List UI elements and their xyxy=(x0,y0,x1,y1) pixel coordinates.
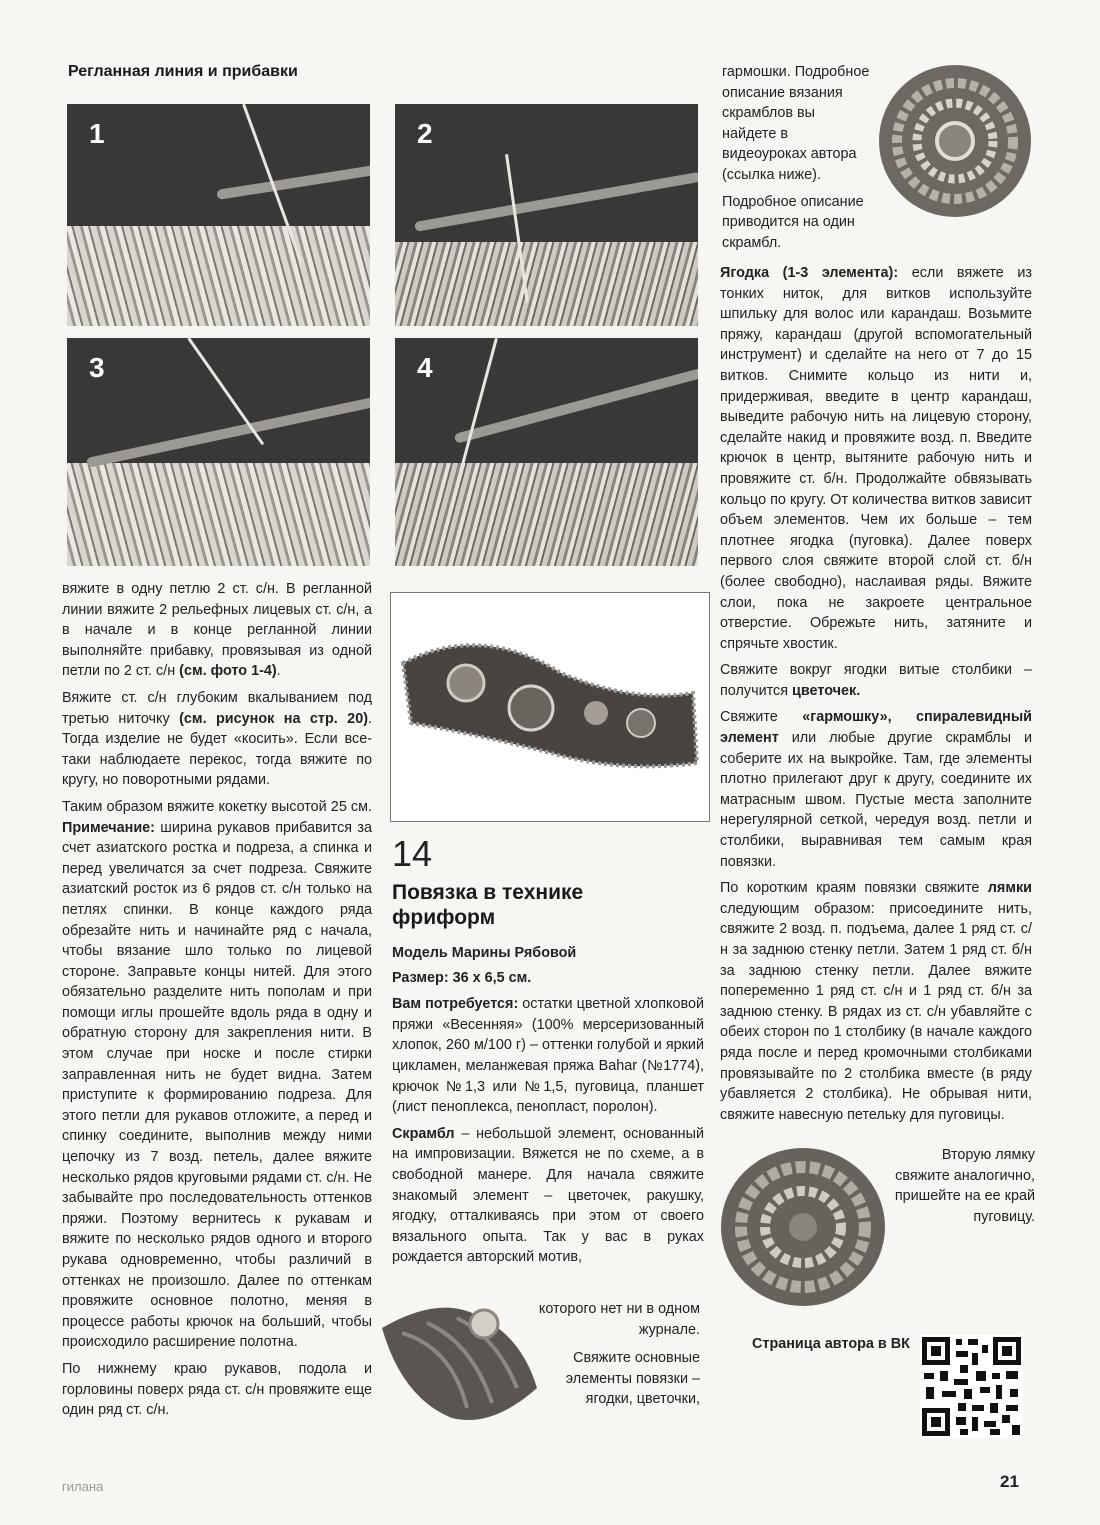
column-3-wrap xyxy=(722,62,870,259)
paragraph: По коротким краям повязки свяжите лямки следующим образом: присоедините нить, свяжите 2 возд. п. подъема, далее 1 ряд ст. с/н за заднюю стенку петли. Затем 1 ряд ст. б/н за заднюю стенку петли. Далее вяжите попеременно 1 ряд ст. с/н и 1 ряд ст. б/н за заднюю стенку. В рядах из ст. с/н убавляйте с обеих сторон по 1 столбику (в начале каждого ряда после и перед кромочными столбиками провязывайте по 2 столбика вместе (в ряду убавляется 2 столбика). Не обрывая нити, свяжите навесную петельку для пуговицы. xyxy=(720,880,1033,1123)
paragraph-wrap: которого нет ни в одном журнале. xyxy=(538,1301,700,1338)
paragraph: Свяжите вокруг ягодки витые столбики – получится цветочек. xyxy=(720,662,1032,699)
photo-step-1 xyxy=(67,104,370,326)
paragraph: Вам потребуется: остатки цветной хлопковой пряжи «Весенняя» (100% мерсеризованный хлопок, 260 м/100 г) – оттенки голубой и яркий цикламен, меланжевая пряжа Bahar (№1774), крючок №1,3 или №1,5, пуговица, планшет (лист пеноплекса, пенопласт, поролон). xyxy=(392,996,704,1116)
paragraph-wrap: Свяжите основные элементы повязки – ягодки, цветочки, xyxy=(565,1350,700,1408)
vk-label: Страница автора в ВК xyxy=(752,1336,910,1352)
section-title: Регланная линия и прибавки xyxy=(68,63,298,80)
column-1 xyxy=(62,579,372,1427)
spiral-scramble-image-top xyxy=(876,62,1034,220)
paragraph: Свяжите «гармошку», спиралевидный элемент или любые другие скрамблы и соберите их на выкройке. Там, где элементы плотно прилегают друг к другу, соедините их матрасным швом. Пустые места заполните нерегулярной сеткой, чередуя возд. петли и столбики, выравнивая тем самым края повязки. xyxy=(720,709,1033,870)
footer-brand: гилана xyxy=(62,1479,104,1494)
photo-step-2 xyxy=(395,104,698,326)
photo-label: 4 xyxy=(417,352,433,383)
paragraph: Ягодка (1-3 элемента): если вяжете из тонких ниток, для витков используйте шпильку для волос или карандаш. Возьмите пряжу, карандаш (другой вспомогательный инструмент) и сделайте на него от 7 до 15 витков. Снимите кольцо из нити и, придерживая, введите в центр карандаш, выведите рабочую нить на лицевую сторону, сделайте накид и провяжите возд. п. Введите крючок в центр, вытяните рабочую нить и провяжите ст. б/н. Продолжайте обвязывать кольцо по кругу. От количества витков зависит объем элементов. Чем их больше – тем плотнее ягодка (пуговка). Далее поверх первого слоя свяжите второй слой ст. б/н (более свободно), наслаивая ряды. Вяжите слои, пока не закроете центральное отверстие. Обрежьте нить, затяните и спрячьте хвостик. xyxy=(720,265,1032,652)
photo-label: 2 xyxy=(417,118,433,149)
leaf-scramble-image xyxy=(372,1288,552,1438)
photo-step-4 xyxy=(395,338,698,566)
paragraph: Вяжите ст. с/н глубоким вкалыванием под третью ниточку (см. рисунок на стр. 20). Тогда изделие не будет «косить». Если все-таки наблюдаете перекос, тогда вяжите по кругу, но поворотными рядами. xyxy=(62,689,372,789)
article-number: 14 xyxy=(392,833,433,874)
paragraph: Вторую лямку свяжите аналогично, пришейте на ее край пуговицу. xyxy=(894,1147,1035,1225)
paragraph: Подробное описание приводится на один скрамбл. xyxy=(722,193,864,251)
paragraph: По нижнему краю рукавов, подола и горловины поверх ряда ст. с/н провяжите еще один ряд ст. с/н. xyxy=(62,1360,372,1419)
paragraph: гармошки. Подробное описание вязания скрамблов вы найдете в видеоуроках автора (ссылка ниже). xyxy=(722,64,870,183)
size-line: Размер: 36 х 6,5 см. xyxy=(392,969,532,986)
photo-step-3 xyxy=(67,338,370,566)
column-2 xyxy=(392,943,704,1268)
headband-image xyxy=(391,593,709,821)
article-title: Повязка в технике фриформ xyxy=(392,881,584,929)
headband-photo-frame xyxy=(390,592,710,822)
photo-label: 1 xyxy=(89,118,105,149)
spiral-scramble-image-bottom xyxy=(718,1145,888,1310)
photo-label: 3 xyxy=(89,352,105,383)
paragraph: вяжите в одну петлю 2 ст. с/н. В регланной линии вяжите 2 рельефных лицевых ст. с/н, а в начале и в конце регланной линии выполняйте прибавку, провязывая из одной петли по 2 ст. с/н (см. фото 1-4). xyxy=(62,581,372,680)
qr-code-icon[interactable] xyxy=(920,1335,1023,1438)
model-line: Модель Марины Рябовой xyxy=(392,945,577,961)
column-3 xyxy=(720,263,1032,1131)
page-number: 21 xyxy=(1000,1472,1019,1491)
paragraph: Таким образом вяжите кокетку высотой 25 см. Примечание: ширина рукавов прибавится за счет азиатского ростка и подреза, а спинка и перед увеличатся за счет подреза. Свяжите азиатский росток из 6 рядов ст. с/н только на петлях спинки. В конце каждого ряда обрезайте нить и начинайте ряд с начала, чтобы вязание шло только по лицевой стороне. Заправьте концы нитей. Для этого обязательно разделите нить пополам и при помощи иглы прошейте вдоль ряда в одну и обратную сторону для закрепления нити. В этом случае при носке и после стирки заправленная нить не будет видна. Затем приступите к формированию подреза. Для этого петли для рукавов отложите, а перед и спинку соедините, выполнив между ними цепочку из 7 возд. петель, далее вяжите несколько рядов круговыми рядами ст. с/н. Не забывайте про последовательность оттенков пряжи. Поэтому вернитесь к рукавам и вяжите по несколько рядов одного и второго рукава одновременно, чтобы различий в оттенках не произошло. Далее по оттенкам провяжите основное полотно, меняя в процессе работы крючок на больший, чтобы происходило расширение полотна. xyxy=(62,798,373,1351)
paragraph: Скрамбл – небольшой элемент, основанный на импровизации. Вяжется не по схеме, а в свободной манере. Для начала свяжите знакомый элемент – цветочек, ракушку, ягодку, отталкиваясь при этом от своего вязального опыта. Так у вас в руках рождается авторский мотив, xyxy=(392,1125,705,1266)
